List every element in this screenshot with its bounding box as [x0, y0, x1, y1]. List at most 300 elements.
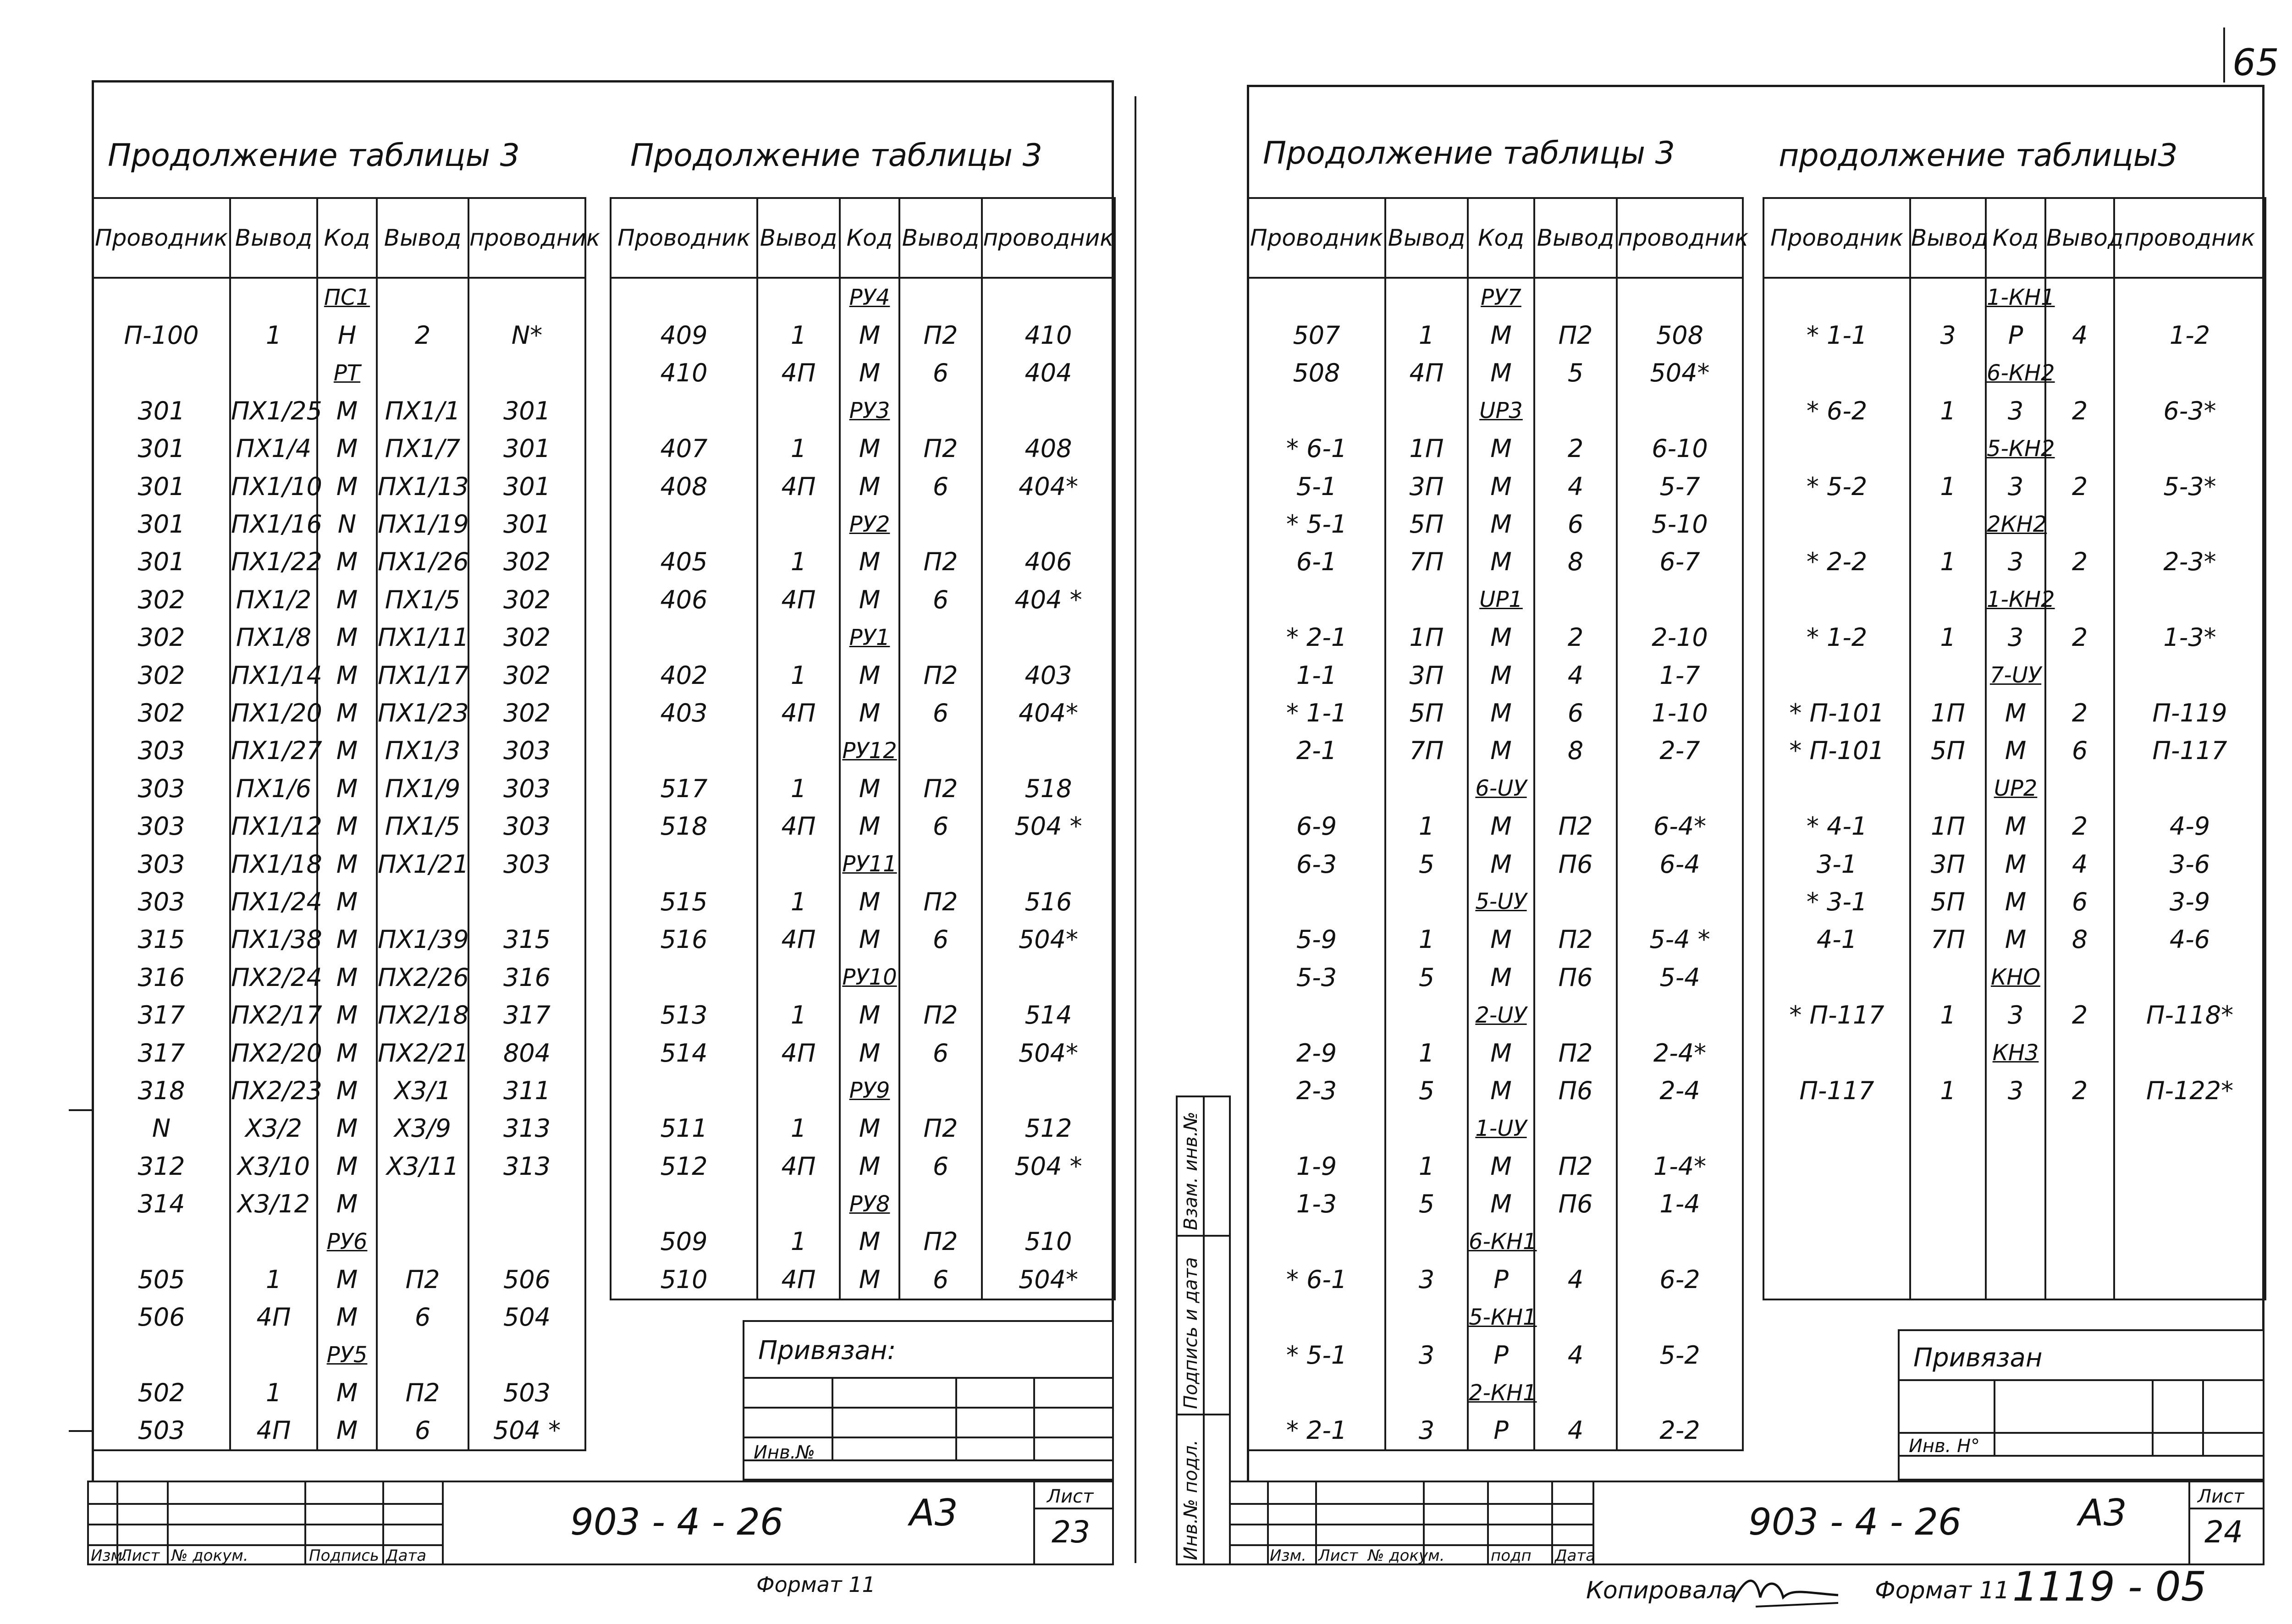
cell-provodnik: 1-1 [1248, 656, 1385, 694]
cell-provodnik: 505 [93, 1261, 230, 1298]
cell-vyvod: 4П [757, 1034, 840, 1072]
cell-provodnik-2: 317 [468, 996, 585, 1034]
right-title-block [1229, 1481, 2264, 1565]
cell-vyvod: ПХ2/23 [230, 1072, 317, 1109]
cell-vyvod-2: 4 [1534, 1261, 1617, 1298]
cell-vyvod-2 [2045, 354, 2114, 392]
cell-kod: 6-КН1 [1468, 1223, 1534, 1261]
cell-provodnik-2 [982, 845, 1115, 883]
cell-vyvod-2: 2 [1534, 430, 1617, 468]
cell-vyvod-2 [899, 1185, 982, 1222]
cell-vyvod-2 [899, 392, 982, 429]
cell-kod: М [1468, 505, 1534, 543]
cell-vyvod: 1 [757, 883, 840, 920]
cell-provodnik-2: N* [468, 316, 585, 354]
cell-kod: М [1468, 1072, 1534, 1109]
table-row [1763, 1185, 2265, 1222]
cell-vyvod-2: Х3/11 [377, 1147, 468, 1185]
cell-vyvod: 1П [1910, 694, 1986, 732]
cell-vyvod: 3 [1385, 1412, 1468, 1450]
cell-provodnik: * 2-1 [1248, 1412, 1385, 1450]
table-row [1248, 1034, 1743, 1072]
cell-provodnik [1763, 958, 1910, 996]
cell-vyvod: ПХ1/18 [230, 845, 317, 883]
cell-vyvod: 7П [1385, 732, 1468, 770]
cell-vyvod-2: ПХ1/19 [377, 505, 468, 543]
cell-provodnik-2 [2114, 1261, 2265, 1299]
cell-vyvod-2: 6 [899, 1034, 982, 1072]
cell-kod: КНО [1986, 958, 2045, 996]
table-row [611, 656, 1115, 694]
cell-vyvod [757, 958, 840, 996]
cell-provodnik [1763, 1185, 1910, 1222]
cell-vyvod-2: 6 [899, 1147, 982, 1185]
cell-kod: 3 [1986, 468, 2045, 505]
cell-vyvod-2: ПХ1/26 [377, 543, 468, 581]
cell-kod: 1-КН1 [1986, 278, 2045, 316]
cell-vyvod-2 [377, 883, 468, 920]
cell-kod: М [317, 468, 377, 505]
cell-vyvod-2: ПХ1/9 [377, 770, 468, 807]
cell-vyvod-2: ПХ1/5 [377, 807, 468, 845]
cell-provodnik: 303 [93, 770, 230, 807]
left-stamp-date: Дата [386, 1547, 427, 1565]
table-row [93, 1223, 585, 1261]
cell-provodnik: 301 [93, 543, 230, 581]
cell-provodnik: 5-3 [1248, 958, 1385, 996]
cell-vyvod-2 [377, 278, 468, 316]
cell-vyvod-2 [2045, 278, 2114, 316]
cell-kod: М [1986, 921, 2045, 958]
left-privyazan-block [743, 1320, 1114, 1481]
cell-kod: М [317, 1110, 377, 1147]
cell-vyvod: ПХ1/6 [230, 770, 317, 807]
cell-vyvod-2: 6 [1534, 505, 1617, 543]
page-divider [1135, 96, 1136, 1563]
side-label-inv: Инв.№ подл. [1180, 1439, 1201, 1560]
left-stamp-list: Лист [120, 1547, 160, 1565]
table-row [1763, 1034, 2265, 1072]
cell-vyvod-2 [1534, 581, 1617, 618]
cell-vyvod-2: ПХ1/11 [377, 619, 468, 656]
cell-vyvod: ПХ1/12 [230, 807, 317, 845]
cell-kod: 3 [1986, 543, 2045, 581]
cell-vyvod [757, 845, 840, 883]
cell-provodnik-2 [2114, 1110, 2265, 1147]
cell-provodnik-2 [2114, 1185, 2265, 1222]
cell-vyvod: ПХ2/17 [230, 996, 317, 1034]
cell-provodnik: 503 [93, 1412, 230, 1450]
cell-provodnik: 402 [611, 656, 757, 694]
table-row [93, 1110, 585, 1147]
table-row [1248, 732, 1743, 770]
table-row [93, 1374, 585, 1411]
cell-provodnik-2: 6-4* [1617, 807, 1743, 845]
cell-provodnik-2: 5-4 * [1617, 921, 1743, 958]
cell-kod: М [840, 354, 899, 392]
cell-provodnik [611, 505, 757, 543]
table-row [611, 354, 1115, 392]
cell-vyvod-2: 6 [899, 921, 982, 958]
cell-vyvod [1385, 1110, 1468, 1147]
cell-provodnik-2 [2114, 1223, 2265, 1261]
cell-kod: М [317, 1072, 377, 1109]
cell-vyvod: 1 [1385, 1034, 1468, 1072]
cell-vyvod-2 [2045, 1223, 2114, 1261]
cell-vyvod: ПХ1/8 [230, 619, 317, 656]
cell-kod: М [1468, 430, 1534, 468]
cell-vyvod [1910, 1147, 1986, 1185]
cell-vyvod: 3 [1385, 1261, 1468, 1298]
table-row [1763, 845, 2265, 883]
cell-kod: М [840, 1110, 899, 1147]
cell-provodnik [93, 278, 230, 316]
cell-vyvod-2: 2 [2045, 619, 2114, 656]
cell-kod: М [317, 1147, 377, 1185]
right-sheet-no: 24 [2204, 1514, 2243, 1550]
copied-by: Копировала [1586, 1577, 1737, 1604]
cell-vyvod-2: П2 [377, 1261, 468, 1298]
copier-signature [1728, 1570, 1843, 1611]
cell-kod: М [1468, 845, 1534, 883]
table-row [1763, 619, 2265, 656]
cell-vyvod [757, 619, 840, 656]
cell-provodnik: 502 [93, 1374, 230, 1411]
cell-vyvod: ПХ1/14 [230, 656, 317, 694]
cell-kod: КН3 [1986, 1034, 2045, 1072]
cell-vyvod-2 [1534, 996, 1617, 1034]
cell-vyvod [1910, 1034, 1986, 1072]
cell-provodnik-2 [982, 1072, 1115, 1109]
cell-kod: М [317, 958, 377, 996]
cell-vyvod-2 [1534, 1374, 1617, 1411]
cell-vyvod-2 [1534, 1223, 1617, 1261]
cell-provodnik-2: 510 [982, 1223, 1115, 1261]
right-stamp-date: Дата [1555, 1547, 1596, 1565]
cell-vyvod: 1 [1910, 996, 1986, 1034]
left-title-block [87, 1481, 1114, 1565]
cell-provodnik-2: 303 [468, 807, 585, 845]
cell-kod: РУ11 [840, 845, 899, 883]
cell-vyvod: ПХ1/4 [230, 430, 317, 468]
cell-provodnik: * 1-2 [1763, 619, 1910, 656]
cell-kod: М [840, 316, 899, 354]
table-row [611, 694, 1115, 732]
cell-provodnik: 314 [93, 1185, 230, 1222]
cell-vyvod-2: 5 [1534, 354, 1617, 392]
cell-vyvod: 1 [1910, 1072, 1986, 1109]
cell-provodnik: 303 [93, 807, 230, 845]
cell-provodnik: 1-9 [1248, 1147, 1385, 1185]
table-row [1248, 1185, 1743, 1222]
cell-kod: 5-КН2 [1986, 430, 2045, 468]
cell-provodnik-2: 6-2 [1617, 1261, 1743, 1298]
cell-vyvod-2: Х3/9 [377, 1110, 468, 1147]
cell-provodnik-2: 504 [468, 1299, 585, 1336]
table-row [93, 845, 585, 883]
header-vyvod-2: Вывод [2045, 198, 2114, 278]
cell-provodnik: 303 [93, 845, 230, 883]
cell-vyvod: 4П [757, 354, 840, 392]
cell-provodnik-2: 302 [468, 656, 585, 694]
cell-provodnik-2: 1-4* [1617, 1147, 1743, 1185]
cell-kod: Н [317, 316, 377, 354]
cell-provodnik-2: 315 [468, 921, 585, 958]
table-row [93, 921, 585, 958]
cell-provodnik-2: 301 [468, 505, 585, 543]
cell-provodnik: 302 [93, 656, 230, 694]
cell-vyvod [1910, 656, 1986, 694]
cell-vyvod: 5П [1910, 883, 1986, 920]
table-row [1763, 996, 2265, 1034]
cell-kod: Р [1468, 1336, 1534, 1374]
cell-vyvod-2: 4 [2045, 845, 2114, 883]
header-vyvod-2: Вывод [377, 198, 468, 278]
table-row [1763, 958, 2265, 996]
cell-vyvod-2 [2045, 1261, 2114, 1299]
cell-vyvod-2: 4 [1534, 1412, 1617, 1450]
cell-vyvod: 1 [757, 1110, 840, 1147]
cell-provodnik: 517 [611, 770, 757, 807]
left-stage: А3 [909, 1492, 958, 1534]
left-caption-2: Продолжение таблицы 3 [630, 138, 1042, 174]
margin-tick [69, 1109, 94, 1111]
cell-kod: 5-КН1 [1468, 1299, 1534, 1336]
cell-provodnik [1248, 1223, 1385, 1261]
cell-kod: 3 [1986, 392, 2045, 429]
cell-vyvod [757, 1185, 840, 1222]
cell-vyvod: 3П [1910, 845, 1986, 883]
cell-kod: М [317, 543, 377, 581]
cell-provodnik [1248, 1374, 1385, 1411]
header-provodnik: Проводник [1763, 198, 1910, 278]
cell-provodnik-2 [1617, 770, 1743, 807]
cell-vyvod-2: 4 [1534, 656, 1617, 694]
cell-vyvod: 4П [757, 807, 840, 845]
cell-vyvod-2: П2 [1534, 316, 1617, 354]
cell-vyvod-2: 4 [1534, 468, 1617, 505]
cell-kod: М [1986, 694, 2045, 732]
cell-provodnik-2 [2114, 1147, 2265, 1185]
cell-vyvod-2: 2 [1534, 619, 1617, 656]
cell-provodnik: * П-101 [1763, 732, 1910, 770]
cell-provodnik: * 1-1 [1248, 694, 1385, 732]
cell-provodnik: * 5-1 [1248, 505, 1385, 543]
cell-vyvod-2: 6 [2045, 883, 2114, 920]
cell-provodnik-2: 514 [982, 996, 1115, 1034]
cell-vyvod: 1 [230, 316, 317, 354]
cell-provodnik [1763, 656, 1910, 694]
cell-provodnik: 514 [611, 1034, 757, 1072]
cell-provodnik-2 [1617, 392, 1743, 429]
table-row [611, 278, 1115, 316]
cell-kod [1986, 1223, 2045, 1261]
table-row [1763, 392, 2265, 429]
cell-provodnik [611, 845, 757, 883]
cell-provodnik: 1-3 [1248, 1185, 1385, 1222]
cell-vyvod-2: 2 [2045, 807, 2114, 845]
cell-provodnik: 2-3 [1248, 1072, 1385, 1109]
cell-vyvod-2 [1534, 392, 1617, 429]
cell-vyvod [1385, 1374, 1468, 1411]
cell-vyvod-2 [2045, 1147, 2114, 1185]
cell-vyvod: Х3/2 [230, 1110, 317, 1147]
cell-vyvod-2: П2 [899, 1110, 982, 1147]
cell-provodnik-2: 2-4 [1617, 1072, 1743, 1109]
table-row [611, 1261, 1115, 1299]
table-row [1248, 543, 1743, 581]
table-row [1248, 392, 1743, 429]
cell-provodnik-2: 303 [468, 770, 585, 807]
cell-provodnik: * 5-2 [1763, 468, 1910, 505]
cell-vyvod [230, 1336, 317, 1374]
cell-vyvod-2 [2045, 581, 2114, 618]
left-stamp-sign: Подпись [309, 1547, 379, 1565]
cell-provodnik-2: 5-2 [1617, 1336, 1743, 1374]
cell-provodnik-2: 1-10 [1617, 694, 1743, 732]
cell-provodnik-2: 5-10 [1617, 505, 1743, 543]
table-row [1248, 468, 1743, 505]
cell-vyvod-2 [377, 1336, 468, 1374]
page-tab-line [2223, 28, 2225, 83]
cell-vyvod [1910, 1261, 1986, 1299]
table-row [1248, 694, 1743, 732]
cell-vyvod-2 [1534, 1110, 1617, 1147]
cell-provodnik: 506 [93, 1299, 230, 1336]
cell-vyvod: 4П [757, 694, 840, 732]
cell-provodnik: 317 [93, 1034, 230, 1072]
cell-vyvod: 1 [230, 1261, 317, 1298]
cell-provodnik-2: 404 [982, 354, 1115, 392]
header-vyvod: Вывод [757, 198, 840, 278]
cell-provodnik: * П-101 [1763, 694, 1910, 732]
cell-provodnik-2: 2-4* [1617, 1034, 1743, 1072]
cell-vyvod-2: ПХ1/23 [377, 694, 468, 732]
cell-vyvod-2 [1534, 1299, 1617, 1336]
cell-kod: М [1468, 694, 1534, 732]
table-row [93, 619, 585, 656]
cell-provodnik-2: 503 [468, 1374, 585, 1411]
cell-provodnik-2: 516 [982, 883, 1115, 920]
table-row [1248, 1412, 1743, 1450]
cell-provodnik-2: 301 [468, 468, 585, 505]
cell-vyvod [757, 505, 840, 543]
cell-kod: 1-UУ [1468, 1110, 1534, 1147]
cell-vyvod-2: П2 [377, 1374, 468, 1411]
cell-vyvod-2: ПХ2/18 [377, 996, 468, 1034]
cell-vyvod: ПХ1/25 [230, 392, 317, 429]
header-vyvod: Вывод [230, 198, 317, 278]
table-row [611, 1072, 1115, 1109]
table-row [93, 694, 585, 732]
cell-provodnik: * 6-1 [1248, 430, 1385, 468]
cell-provodnik-2: 408 [982, 430, 1115, 468]
table-row [1763, 316, 2265, 354]
cell-vyvod: 1 [757, 430, 840, 468]
table-row [611, 1223, 1115, 1261]
cell-vyvod-2 [2045, 1034, 2114, 1072]
cell-vyvod: 1 [757, 316, 840, 354]
cell-provodnik-2: 406 [982, 543, 1115, 581]
cell-provodnik-2: 2-7 [1617, 732, 1743, 770]
cell-vyvod-2: 6 [899, 807, 982, 845]
cell-vyvod: 4П [230, 1299, 317, 1336]
table-row [611, 883, 1115, 920]
cell-vyvod-2: П2 [899, 430, 982, 468]
table-row [611, 996, 1115, 1034]
cell-provodnik: 512 [611, 1147, 757, 1185]
cell-vyvod: 4П [757, 581, 840, 618]
cell-vyvod-2: 6 [2045, 732, 2114, 770]
cell-vyvod-2: 2 [2045, 543, 2114, 581]
cell-provodnik-2: 6-10 [1617, 430, 1743, 468]
table-row [1763, 278, 2265, 316]
cell-provodnik-2: 5-4 [1617, 958, 1743, 996]
cell-vyvod [757, 732, 840, 770]
header-provodnik-2: проводник [982, 198, 1115, 278]
cell-kod: М [1468, 354, 1534, 392]
table-row [611, 316, 1115, 354]
cell-provodnik-2 [1617, 1223, 1743, 1261]
cell-provodnik-2: 5-7 [1617, 468, 1743, 505]
cell-vyvod: 4П [757, 921, 840, 958]
cell-vyvod [230, 354, 317, 392]
cell-vyvod-2 [2045, 430, 2114, 468]
cell-vyvod [1910, 958, 1986, 996]
cell-vyvod: 1 [757, 543, 840, 581]
cell-kod: М [317, 1185, 377, 1222]
cell-vyvod-2: 6 [899, 694, 982, 732]
table-row [93, 543, 585, 581]
cell-vyvod: 1П [1385, 619, 1468, 656]
cell-vyvod [1910, 505, 1986, 543]
cell-vyvod [1910, 1110, 1986, 1147]
cell-provodnik [1248, 1110, 1385, 1147]
cell-kod: М [1468, 1147, 1534, 1185]
cell-provodnik: 312 [93, 1147, 230, 1185]
cell-provodnik [611, 732, 757, 770]
cell-kod: М [1468, 619, 1534, 656]
cell-provodnik: 409 [611, 316, 757, 354]
cell-provodnik: 2-9 [1248, 1034, 1385, 1072]
cell-vyvod-2: П2 [899, 316, 982, 354]
cell-vyvod-2: 8 [2045, 921, 2114, 958]
table-row [1248, 354, 1743, 392]
cell-vyvod [1910, 278, 1986, 316]
cell-provodnik-2 [982, 278, 1115, 316]
table-row [611, 1034, 1115, 1072]
cell-kod: М [317, 770, 377, 807]
cell-vyvod-2 [2045, 770, 2114, 807]
header-kod: Код [1986, 198, 2045, 278]
cell-kod: М [317, 732, 377, 770]
cell-kod: Р [1468, 1412, 1534, 1450]
right-stamp-list: Лист [1318, 1547, 1358, 1565]
cell-vyvod-2: 2 [2045, 392, 2114, 429]
table-row [1763, 770, 2265, 807]
cell-kod [1986, 1261, 2045, 1299]
cell-provodnik: 302 [93, 619, 230, 656]
cell-vyvod: 1 [1910, 543, 1986, 581]
table-row [93, 807, 585, 845]
cell-vyvod-2 [2045, 1110, 2114, 1147]
cell-provodnik-2 [468, 1223, 585, 1261]
cell-vyvod [1385, 581, 1468, 618]
cell-kod: 6-UУ [1468, 770, 1534, 807]
cell-kod: ПС1 [317, 278, 377, 316]
cell-provodnik: 6-3 [1248, 845, 1385, 883]
cell-kod: М [840, 543, 899, 581]
